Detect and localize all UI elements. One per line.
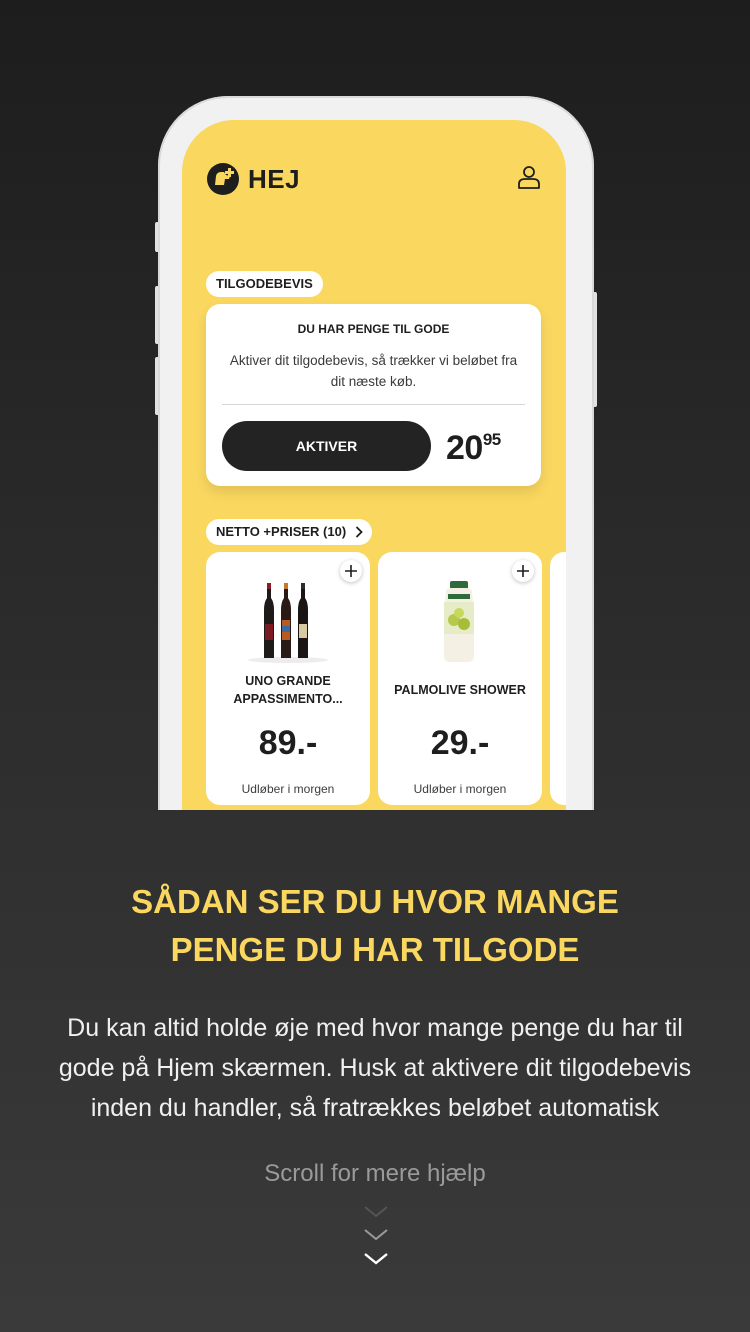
voucher-section-label: TILGODEBEVIS <box>206 271 323 297</box>
shower-gel-image <box>410 580 510 664</box>
add-to-list-button[interactable] <box>340 560 362 582</box>
offers-section-label: NETTO +PRISER (10) <box>216 524 347 539</box>
user-icon[interactable] <box>516 164 542 190</box>
wine-bottles-image <box>238 580 338 664</box>
netto-dog-logo-icon[interactable] <box>206 162 240 196</box>
voucher-card-description: Aktiver dit tilgodebevis, så trækker vi beløbet fra dit næste køb. <box>229 353 518 389</box>
product-card[interactable] <box>378 552 542 805</box>
activate-button[interactable]: AKTIVER <box>222 421 431 471</box>
voucher-amount-decimal: 95 <box>482 429 501 449</box>
plus-icon <box>340 560 362 582</box>
headline-line-2: PENGE DU HAR TILGODE <box>170 931 580 968</box>
product-name: PALMOLIVE SHOWER <box>394 683 526 697</box>
info-headline <box>0 878 750 974</box>
plus-icon <box>512 560 534 582</box>
offers-section-link[interactable] <box>206 519 372 545</box>
app-screen <box>182 120 566 810</box>
chevrons-down-icon[interactable] <box>361 1202 391 1274</box>
scroll-hint[interactable]: Scroll for mere hjælp <box>264 1160 486 1187</box>
voucher-divider <box>222 404 525 405</box>
product-price: 29.- <box>430 724 490 762</box>
app-title: HEJ <box>248 164 301 194</box>
product-price: 89.- <box>258 724 318 762</box>
product-card[interactable] <box>206 552 370 805</box>
product-card-partial[interactable] <box>550 552 566 805</box>
voucher-card <box>206 304 541 486</box>
product-expiry: Udløber i morgen <box>241 782 335 796</box>
product-name: UNO GRANDE APPASSIMENTO... <box>233 674 343 706</box>
add-to-list-button[interactable] <box>512 560 534 582</box>
voucher-amount <box>446 429 501 468</box>
voucher-amount-main: 20 <box>446 429 483 467</box>
voucher-card-title: DU HAR PENGE TIL GODE <box>297 322 450 336</box>
product-expiry: Udløber i morgen <box>413 782 507 796</box>
chevron-right-icon <box>355 526 363 538</box>
headline-line-1: SÅDAN SER DU HVOR MANGE <box>131 883 619 920</box>
info-body: Du kan altid holde øje med hvor mange penge du har til gode på Hjem skærmen. Husk at aktivere dit tilgodebevis inden du handler, så fratrækkes beløbet automatisk <box>58 1014 692 1122</box>
